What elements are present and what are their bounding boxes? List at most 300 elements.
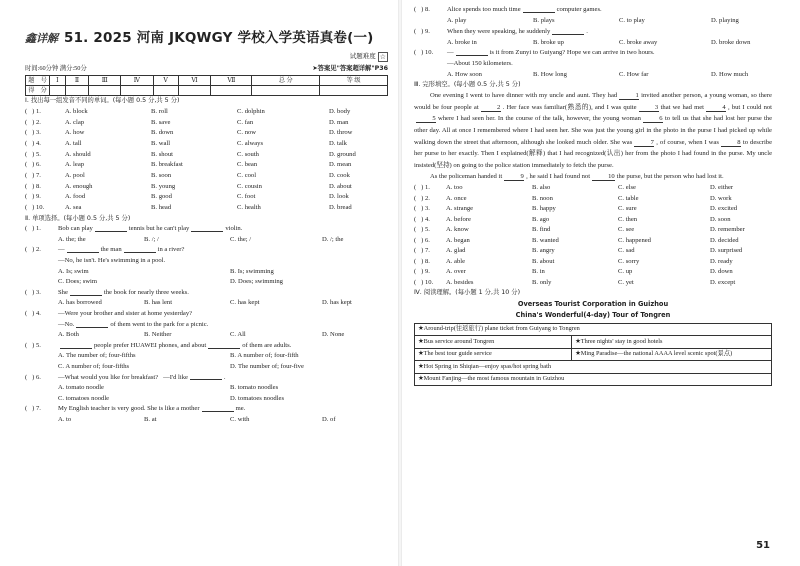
cloze-blank[interactable]: 8: [721, 139, 741, 147]
question-number[interactable]: ( ) 9.: [25, 193, 41, 201]
pronunciation-row: [25, 181, 388, 192]
passage-text: One evening I went to have dinner with my uncle and aunt. They had: [430, 92, 618, 100]
option[interactable]: B. only: [532, 278, 552, 286]
cloze-paragraph-1: [414, 90, 772, 171]
question-number[interactable]: ( ) 9.: [414, 27, 430, 35]
option[interactable]: D. throw: [329, 129, 353, 137]
option[interactable]: B. angry: [532, 247, 555, 255]
option[interactable]: B. shout: [151, 150, 173, 158]
option[interactable]: A. Both: [58, 331, 79, 339]
option[interactable]: C. south: [237, 150, 259, 158]
question-number[interactable]: ( ) 10.: [414, 278, 434, 286]
question-line: —About 150 kilometers.: [447, 59, 513, 67]
option[interactable]: A. broke in: [447, 38, 477, 46]
score-cell[interactable]: [50, 86, 66, 96]
answer-blank: [124, 247, 156, 253]
option[interactable]: B. tomato noodles: [230, 384, 279, 392]
option[interactable]: B. wanted: [532, 236, 559, 244]
option[interactable]: A. tall: [65, 139, 82, 147]
option[interactable]: A. clap: [65, 118, 85, 126]
option[interactable]: B. plays: [533, 17, 555, 25]
cloze-option-row: [414, 204, 772, 215]
option[interactable]: D. excited: [710, 205, 738, 213]
reading-subtitle: China's Wonderful(4-day) Tour of Tongren: [515, 310, 671, 319]
difficulty-star-icon: ☆: [379, 52, 386, 61]
tour-info-table: [414, 323, 772, 387]
score-cell[interactable]: [65, 86, 89, 96]
answer-blank: [552, 29, 584, 35]
question-text: in a river?: [157, 246, 185, 254]
tour-row: [415, 336, 772, 349]
answer-blank: [523, 7, 555, 13]
options-row: [25, 393, 388, 404]
question-text: My English teacher is very good. She is like a mother: [58, 405, 200, 413]
option[interactable]: A. how: [65, 129, 85, 137]
option[interactable]: A. sea: [65, 204, 82, 212]
reading-title: Overseas Tourist Corporation in Guizhou: [517, 299, 669, 308]
cloze-option-row: [414, 246, 772, 257]
option[interactable]: D. ground: [329, 150, 356, 158]
answer-blank: [191, 226, 223, 232]
score-header-row: [26, 76, 388, 86]
question-text: —What would you like for breakfast? —I'd like: [58, 373, 188, 381]
passage-text: to tell us that she had lost her purse the other day. All at once I remembered where I had seen her. She was just the young girl in the photo in the purse I had picked up while walking down the street that afternoon, although she looked much older. She was: [414, 115, 772, 146]
answer-blank: [208, 343, 240, 349]
cloze-option-row: [414, 194, 772, 205]
question-number[interactable]: ( ) 1.: [25, 225, 41, 233]
question-number[interactable]: ( ) 4.: [25, 309, 41, 317]
question-number[interactable]: ( ) 5.: [414, 226, 430, 234]
score-cell[interactable]: [320, 86, 388, 96]
score-cell[interactable]: [211, 86, 252, 96]
option[interactable]: C. foot: [237, 193, 256, 201]
pronunciation-row: [25, 117, 388, 128]
page-title: 51. 2025 河南 JKQWGY 学校入学英语真卷(一): [64, 30, 374, 46]
option[interactable]: D. broke down: [711, 38, 751, 46]
question-text: of them are adults.: [242, 341, 292, 349]
pronunciation-row: [25, 139, 388, 150]
question-text: of them went to the park for a picnic.: [110, 320, 209, 328]
option[interactable]: C. cool: [237, 172, 257, 180]
answer-blank: [202, 406, 234, 412]
section-1-heading: Ⅰ. 找出每一组发音不同的单词。(每小题 0.5 分,共 5 分): [25, 97, 180, 105]
cloze-option-row: [414, 267, 772, 278]
option[interactable]: A. How soon: [447, 70, 482, 78]
option[interactable]: D. about: [329, 182, 352, 190]
meta-row: [25, 64, 388, 74]
option[interactable]: D. body: [329, 107, 351, 115]
option[interactable]: B. down: [151, 129, 174, 137]
option[interactable]: D. How much: [711, 70, 749, 78]
question-row: [25, 224, 388, 235]
option[interactable]: B. broke up: [533, 38, 564, 46]
pronunciation-row: [25, 171, 388, 182]
option[interactable]: D. ready: [710, 257, 733, 265]
cloze-blank[interactable]: 5: [416, 115, 436, 123]
option[interactable]: C. happened: [618, 236, 651, 244]
score-header-cell: Ⅴ: [153, 76, 178, 86]
score-header-cell: Ⅳ: [121, 76, 154, 86]
question-row: [25, 245, 388, 256]
option[interactable]: C. health: [237, 204, 261, 212]
option[interactable]: C. always: [237, 139, 264, 147]
option[interactable]: C. then: [618, 215, 638, 223]
cloze-options: [414, 183, 772, 288]
cloze-blank[interactable]: 6: [643, 115, 663, 123]
option[interactable]: A. The number of; four-fifths: [58, 352, 136, 360]
option[interactable]: A. food: [65, 193, 86, 201]
option[interactable]: B. in: [532, 268, 545, 276]
options-row: [414, 37, 772, 48]
options-row: [414, 69, 772, 80]
question-number[interactable]: ( ) 4.: [414, 215, 430, 223]
option[interactable]: B. /; /: [144, 235, 159, 243]
question-number[interactable]: ( ) 3.: [25, 129, 41, 137]
option[interactable]: C. How far: [619, 70, 649, 78]
question-text: me.: [235, 405, 246, 413]
question-text: people prefer HUAWEI phones, and about: [94, 341, 207, 349]
cloze-option-row: [414, 225, 772, 236]
option[interactable]: D. bread: [329, 204, 352, 212]
question-number[interactable]: ( ) 7.: [25, 172, 41, 180]
option[interactable]: D. work: [710, 194, 732, 202]
option[interactable]: B. soon: [151, 172, 172, 180]
option[interactable]: A. besides: [446, 278, 474, 286]
option[interactable]: C. broke away: [619, 38, 658, 46]
answer-blank: [95, 226, 127, 232]
option[interactable]: D. None: [322, 331, 345, 339]
passage-text: , of course, when I was: [656, 138, 719, 146]
option[interactable]: A. Is; swim: [58, 267, 89, 275]
option[interactable]: C. sad: [618, 247, 635, 255]
right-page: [400, 0, 800, 566]
question-text: computer games.: [556, 6, 602, 14]
option[interactable]: A. glad: [446, 247, 466, 255]
option[interactable]: A. know: [446, 226, 469, 234]
difficulty-row: [25, 52, 388, 62]
score-header-cell: 题 号: [26, 76, 50, 86]
option[interactable]: B. about: [532, 257, 555, 265]
tour-item: ★The best tour guide service: [415, 348, 572, 361]
question-row: [25, 372, 388, 383]
options-row: [25, 351, 388, 362]
cloze-blank[interactable]: 10: [592, 173, 615, 181]
option[interactable]: A. the; the: [58, 235, 86, 243]
option[interactable]: D. down: [710, 268, 733, 276]
score-header-cell: Ⅶ: [211, 76, 252, 86]
question-number[interactable]: ( ) 4.: [25, 139, 41, 147]
section-4-heading: Ⅳ. 阅读理解。(每小题 1 分,共 10 分): [414, 289, 521, 297]
tour-row: [415, 373, 772, 386]
option[interactable]: D. tomatoes noodles: [230, 394, 285, 402]
option[interactable]: D. has kept: [322, 299, 352, 307]
cloze-option-row: [414, 215, 772, 226]
option[interactable]: D. man: [329, 118, 349, 126]
cloze-blank[interactable]: 7: [634, 139, 654, 147]
question-text: —Were your brother and sister at home yesterday?: [58, 309, 193, 317]
option[interactable]: C. table: [618, 194, 639, 202]
passage-text: that we had met: [660, 103, 705, 111]
difficulty-label: 试题难度: [349, 52, 376, 61]
options-row: [25, 383, 388, 394]
option[interactable]: C. fan: [237, 118, 254, 126]
question-number[interactable]: ( ) 8.: [414, 6, 430, 14]
score-header-cell: 总 分: [252, 76, 320, 86]
section-2-heading: Ⅱ. 单项选择。(每小题 0.5 分,共 5 分): [25, 214, 131, 222]
question-row: [414, 26, 772, 37]
right-mcq-block: [414, 5, 772, 80]
option[interactable]: A. strange: [446, 205, 474, 213]
option[interactable]: D. except: [710, 278, 736, 286]
option[interactable]: D. talk: [329, 139, 347, 147]
question-number[interactable]: ( ) 2.: [414, 194, 430, 202]
score-header-cell: 等 级: [320, 76, 388, 86]
option[interactable]: B. breakfast: [151, 161, 183, 169]
cloze-blank[interactable]: 4: [706, 104, 726, 112]
option[interactable]: D. surprised: [710, 247, 743, 255]
option[interactable]: B. wall: [151, 139, 171, 147]
option[interactable]: D. playing: [711, 17, 739, 25]
option[interactable]: D. cook: [329, 172, 350, 180]
pronunciation-row: [25, 160, 388, 171]
option[interactable]: A. began: [446, 236, 470, 244]
options-row: [25, 330, 388, 341]
cloze-passage: [414, 90, 772, 183]
question-text: Bob can play: [58, 225, 93, 233]
question-number[interactable]: ( ) 1.: [25, 107, 41, 115]
passage-text: , he said I had found not: [526, 173, 591, 181]
option[interactable]: A. should: [65, 150, 91, 158]
question-text: —: [447, 49, 454, 57]
section-3-heading: Ⅲ. 完形填空。(每小题 0.5 分,共 5 分): [414, 81, 521, 89]
options-row: [25, 415, 388, 426]
option[interactable]: D. decided: [710, 236, 739, 244]
tour-item: ★Around-trip(往返旅行) plane ticket from Guiyang to Tongren: [415, 323, 772, 336]
option[interactable]: C. the; /: [230, 235, 252, 243]
options-row: [25, 277, 388, 288]
option[interactable]: C. cousin: [237, 182, 262, 190]
question-number[interactable]: ( ) 3.: [25, 288, 41, 296]
options-row: [25, 298, 388, 309]
question-number[interactable]: ( ) 9.: [414, 268, 430, 276]
option[interactable]: A. too: [446, 184, 463, 192]
question-row: [414, 48, 772, 59]
option[interactable]: D. mean: [329, 161, 352, 169]
cloze-option-row: [414, 278, 772, 289]
options-row: [414, 16, 772, 27]
option[interactable]: A. block: [65, 107, 88, 115]
option[interactable]: A. able: [446, 257, 466, 265]
option[interactable]: A. pool: [65, 172, 85, 180]
option[interactable]: B. roll: [151, 107, 168, 115]
cloze-blank[interactable]: 3: [639, 104, 659, 112]
answer-ref: ➤答案见"答案超详解"P36: [312, 65, 388, 73]
passage-text: where I had seen her. In the course of the talk, however, the young woman: [438, 115, 641, 123]
tour-item: ★Hot Spring in Shiqian—enjoy spas/hot spring bath: [415, 361, 772, 374]
question-text: .: [586, 27, 588, 35]
option[interactable]: D. look: [329, 193, 349, 201]
option[interactable]: A. once: [446, 194, 467, 202]
score-cell[interactable]: [89, 86, 121, 96]
question-text: .: [223, 373, 226, 381]
cloze-blank[interactable]: 1: [619, 92, 639, 100]
question-line: [25, 319, 388, 330]
option[interactable]: B. How long: [533, 70, 567, 78]
tour-item: ★Bus service around Tongren: [415, 336, 572, 349]
tour-item: ★Ming Paradise—the national AAAA level scenic spot(景点): [572, 348, 772, 361]
score-header-cell: Ⅱ: [65, 76, 89, 86]
option[interactable]: A. enough: [65, 182, 93, 190]
pronunciation-row: [25, 149, 388, 160]
passage-text: . Her face was familiar(熟悉的), and I was quite: [502, 103, 637, 111]
option[interactable]: B. happy: [532, 205, 556, 213]
question-line: —No, he isn't. He's swimming in a pool.: [58, 257, 166, 264]
option[interactable]: C. Does; swim: [58, 278, 98, 286]
option[interactable]: B. save: [151, 118, 171, 126]
option[interactable]: A. to: [58, 415, 72, 423]
option[interactable]: B. at: [144, 415, 157, 423]
option[interactable]: C. has kept: [230, 299, 260, 307]
score-row-label: 得 分: [26, 86, 50, 96]
passage-text: As the policeman handed it: [430, 173, 503, 181]
question-number[interactable]: ( ) 1.: [414, 184, 430, 192]
question-number[interactable]: ( ) 6.: [25, 161, 41, 169]
question-row: [25, 309, 388, 320]
options-row: [25, 234, 388, 245]
option[interactable]: A. leap: [65, 161, 85, 169]
question-row: [414, 5, 772, 16]
option[interactable]: C. yet: [618, 278, 634, 286]
question-number[interactable]: ( ) 2.: [25, 246, 41, 254]
page-number: 51: [756, 540, 770, 551]
option[interactable]: C. A number of; four-fifths: [58, 362, 130, 370]
brand-logo: 鑫详解: [25, 32, 58, 45]
answer-blank: [190, 374, 222, 380]
passage-text: invited another person, a young woman, so there would be four people at: [414, 92, 772, 111]
question-text: When they were speaking, he suddenly: [447, 27, 551, 35]
option[interactable]: C. else: [618, 184, 636, 192]
tour-item: ★Three nights' stay in good hotels: [572, 336, 772, 349]
score-cell[interactable]: [178, 86, 211, 96]
question-number[interactable]: ( ) 8.: [25, 182, 41, 190]
question-number[interactable]: ( ) 2.: [25, 118, 41, 126]
option[interactable]: C. now: [237, 129, 257, 137]
option[interactable]: B. head: [151, 204, 172, 212]
score-table: [25, 75, 388, 96]
option[interactable]: A. before: [446, 215, 471, 223]
question-row: [25, 404, 388, 415]
question-number[interactable]: ( ) 10.: [25, 204, 45, 212]
question-number[interactable]: ( ) 7.: [414, 247, 430, 255]
title-row: [25, 30, 388, 52]
section-1-items: [25, 107, 388, 214]
question-number[interactable]: ( ) 6.: [414, 236, 430, 244]
option[interactable]: A. tomato noodle: [58, 384, 104, 392]
question-number[interactable]: ( ) 10.: [414, 49, 434, 57]
option[interactable]: B. Neither: [144, 331, 172, 339]
option[interactable]: B. Is; swimming: [230, 267, 274, 275]
score-cell[interactable]: [252, 86, 320, 96]
tour-item: ★Mount Fanjing—the most famous mountain in Guizhou: [415, 373, 772, 386]
option[interactable]: B. A number of; four-fifth: [230, 352, 299, 360]
option[interactable]: C. All: [230, 331, 246, 339]
pronunciation-row: [25, 203, 388, 214]
cloze-option-row: [414, 236, 772, 247]
question-row: [25, 340, 388, 351]
passage-text: the purse, but the person who had lost it.: [616, 173, 724, 181]
option[interactable]: D. /; the: [322, 235, 344, 243]
tour-row: [415, 323, 772, 336]
score-cell[interactable]: [121, 86, 154, 96]
option[interactable]: C. bean: [237, 161, 258, 169]
cloze-paragraph-2: [414, 171, 772, 183]
option[interactable]: C. tomatoes noodle: [58, 394, 110, 402]
option[interactable]: B. young: [151, 182, 176, 190]
answer-blank: [67, 247, 99, 253]
option[interactable]: C. sure: [618, 205, 637, 213]
answer-blank: [456, 50, 488, 56]
cloze-blank[interactable]: 9: [504, 173, 524, 181]
cloze-option-row: [414, 257, 772, 268]
option[interactable]: A. over: [446, 268, 466, 276]
answer-blank: [60, 343, 92, 349]
question-text: —No.: [58, 320, 75, 328]
tour-row: [415, 348, 772, 361]
question-number[interactable]: ( ) 5.: [25, 150, 41, 158]
option[interactable]: B. noon: [532, 194, 553, 202]
option[interactable]: D. Does; swimming: [230, 278, 283, 286]
option[interactable]: C. dolphin: [237, 107, 265, 115]
option[interactable]: B. good: [151, 193, 172, 201]
option[interactable]: D. soon: [710, 215, 731, 223]
score-header-cell: Ⅰ: [50, 76, 66, 86]
option[interactable]: D. remember: [710, 226, 745, 234]
cloze-option-row: [414, 183, 772, 194]
score-header-cell: Ⅲ: [89, 76, 121, 86]
passage-text: , but I could not: [728, 103, 773, 111]
answer-blank: [70, 290, 102, 296]
pronunciation-row: [25, 192, 388, 203]
options-row: [25, 266, 388, 277]
question-number[interactable]: ( ) 8.: [414, 257, 430, 265]
option[interactable]: B. also: [532, 184, 551, 192]
score-cell[interactable]: [153, 86, 178, 96]
option[interactable]: C. to play: [619, 17, 645, 25]
question-text: Alice spends too much time: [447, 6, 521, 14]
option[interactable]: C. sorry: [618, 257, 640, 265]
option[interactable]: D. of: [322, 415, 336, 423]
option[interactable]: B. ago: [532, 215, 550, 223]
option[interactable]: D. The number of; four-five: [230, 362, 304, 370]
question-text: —: [58, 246, 65, 254]
question-number[interactable]: ( ) 6.: [25, 373, 41, 381]
option[interactable]: D. either: [710, 184, 734, 192]
question-number[interactable]: ( ) 3.: [414, 205, 430, 213]
option[interactable]: C. see: [618, 226, 635, 234]
option[interactable]: B. find: [532, 226, 551, 234]
question-number[interactable]: ( ) 7.: [25, 405, 41, 413]
score-header-cell: Ⅵ: [178, 76, 211, 86]
cloze-blank[interactable]: 2: [481, 104, 501, 112]
question-number[interactable]: ( ) 5.: [25, 341, 41, 349]
question-text: the man: [100, 246, 122, 254]
option[interactable]: C. with: [230, 415, 250, 423]
option[interactable]: A. play: [447, 17, 467, 25]
option[interactable]: B. has lent: [144, 299, 173, 307]
option[interactable]: A. has borrowed: [58, 299, 102, 307]
question-text: tennis but he can't play: [128, 225, 190, 233]
option[interactable]: C. up: [618, 268, 633, 276]
